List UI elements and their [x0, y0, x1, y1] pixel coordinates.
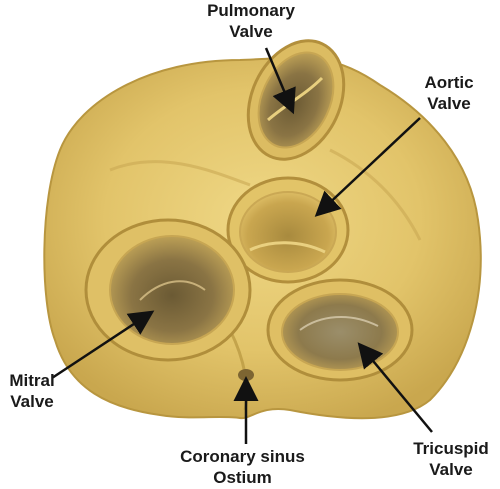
coronary-label-line1: Coronary sinus — [180, 447, 305, 466]
mitral-label-line2: Valve — [10, 392, 54, 411]
aortic-label-line1: Aortic — [424, 73, 474, 92]
pulmonary-valve-label — [196, 0, 306, 42]
tricuspid-valve-label — [404, 438, 498, 480]
aortic-arrow — [322, 118, 420, 210]
coronary-label-line2: Ostium — [213, 468, 272, 487]
aortic-label-line2: Valve — [427, 94, 471, 113]
aortic-valve-label — [404, 72, 494, 114]
mitral-label-line1: Mitral — [9, 371, 55, 390]
mitral-arrow — [52, 316, 146, 378]
tricuspid-label-line1: Tricuspid — [413, 439, 489, 458]
tricuspid-label-line2: Valve — [429, 460, 473, 479]
mitral-valve-label — [2, 370, 62, 412]
pulmonary-label-line2: Valve — [229, 22, 273, 41]
pulmonary-label-line1: Pulmonary — [207, 1, 295, 20]
pulmonary-arrow — [266, 48, 290, 105]
tricuspid-arrow — [364, 350, 432, 432]
coronary-sinus-ostium-label — [150, 446, 335, 488]
